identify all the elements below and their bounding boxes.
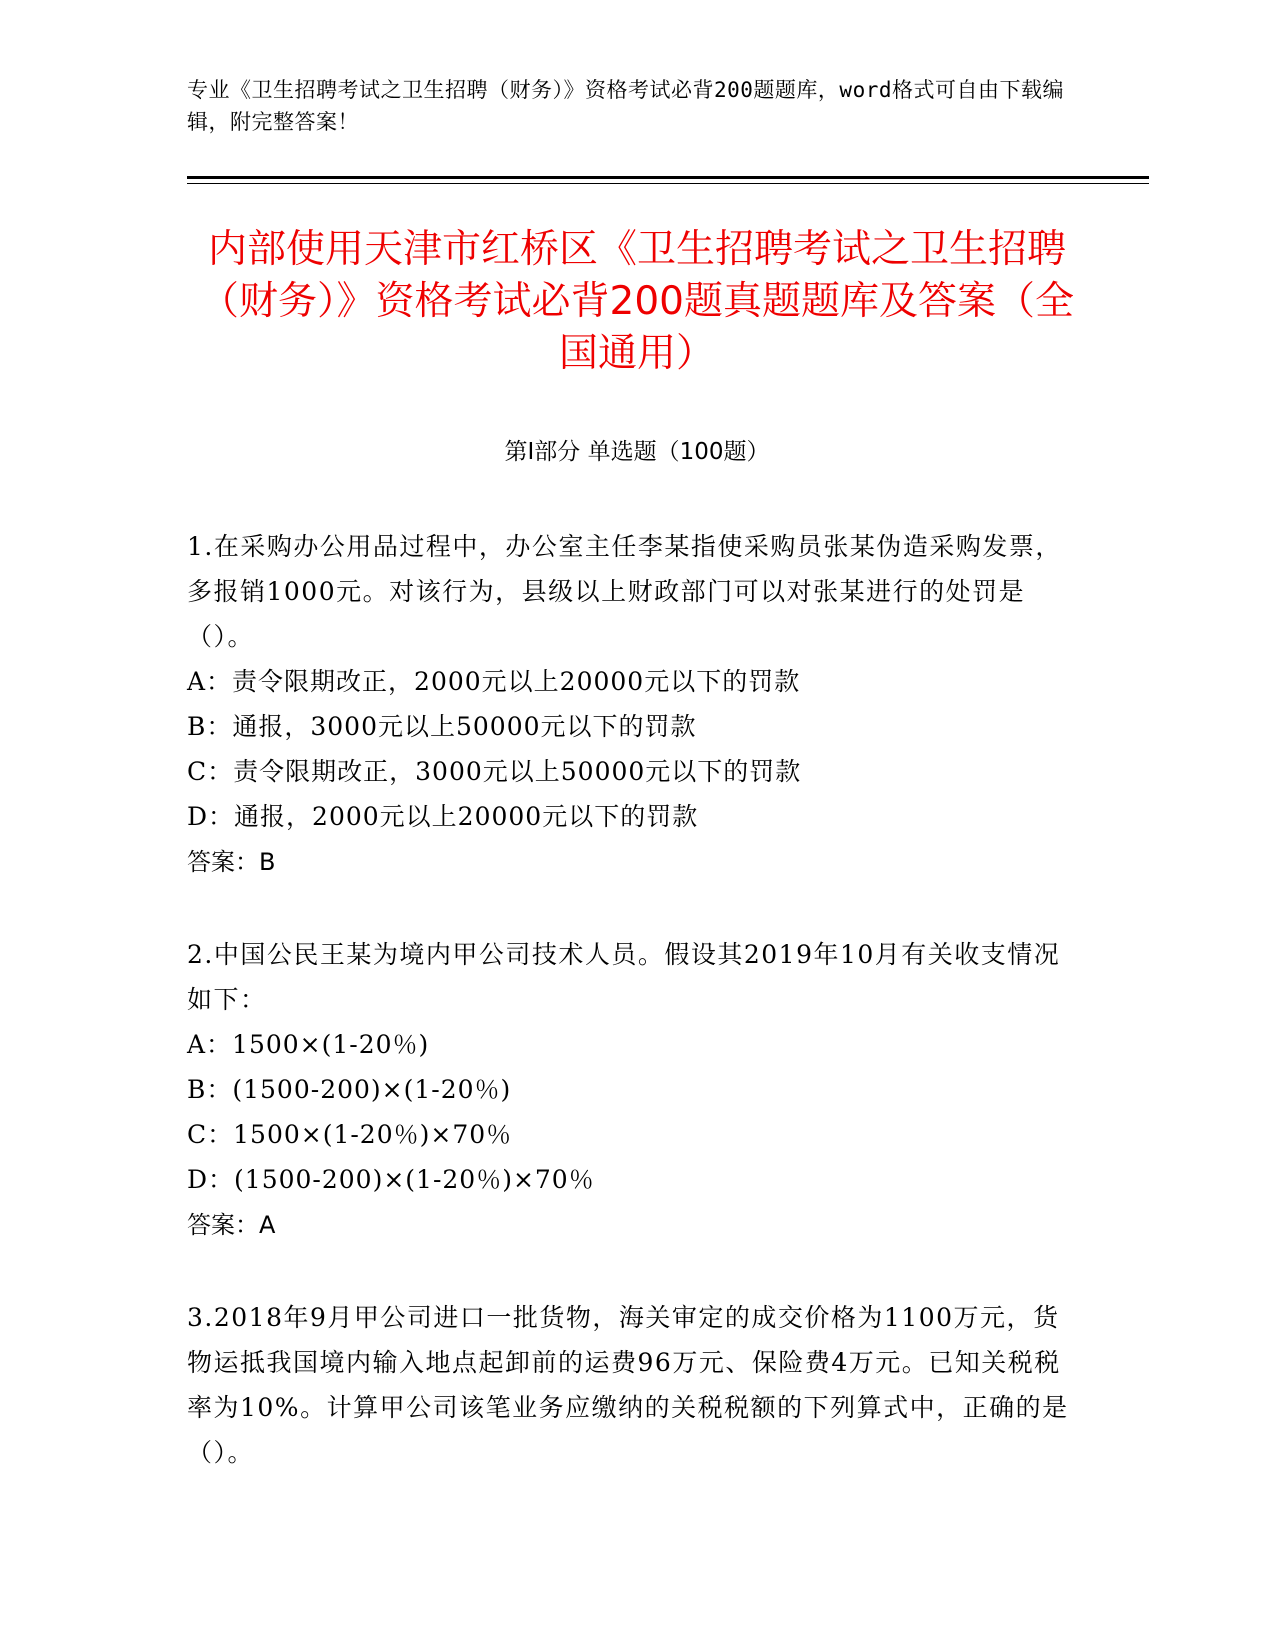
option-d: D：通报，2000元以上20000元以下的罚款 bbox=[187, 802, 699, 831]
question-stem: 2.中国公民王某为境内甲公司技术人员。假设其2019年10月有关收支情况如下： bbox=[187, 940, 1061, 1014]
document-title: 内部使用天津市红桥区《卫生招聘考试之卫生招聘（财务）》资格考试必背200题真题题库及答案（全国通用） bbox=[200, 227, 1074, 376]
header-note: 专业《卫生招聘考试之卫生招聘（财务）》资格考试必背200题题库，word格式可自由下载编辑，附完整答案！ bbox=[187, 78, 1064, 134]
question-stem: 1.在采购办公用品过程中，办公室主任李某指使采购员张某伪造采购发票，多报销1000元。对该行为，县级以上财政部门可以对张某进行的处罚是（）。 bbox=[187, 532, 1062, 651]
option-a: A：责令限期改正，2000元以上20000元以下的罚款 bbox=[187, 667, 801, 696]
header-divider-thin bbox=[187, 183, 1149, 184]
answer: 答案：A bbox=[187, 1211, 276, 1239]
option-c: C：责令限期改正，3000元以上50000元以下的罚款 bbox=[187, 757, 802, 786]
header-divider-thick bbox=[187, 176, 1149, 179]
option-a: A：1500×(1-20％) bbox=[187, 1030, 430, 1059]
option-b: B：通报，3000元以上50000元以下的罚款 bbox=[187, 712, 697, 741]
option-c: C：1500×(1-20％)×70％ bbox=[187, 1120, 513, 1149]
question-stem: 3.2018年9月甲公司进口一批货物，海关审定的成交价格为1100万元，货物运抵我国境内输入地点起卸前的运费96万元、保险费4万元。已知关税税率为10%。计算甲公司该笔业务应缴纳的关税税额的下列算式中，正确的是（）。 bbox=[187, 1303, 1069, 1467]
question-1 bbox=[187, 524, 1077, 885]
option-b: B：(1500-200)×(1-20％) bbox=[187, 1075, 512, 1104]
section-title: 第Ⅰ部分 单选题（100题） bbox=[504, 439, 770, 465]
question-2 bbox=[187, 932, 1077, 1248]
question-3 bbox=[187, 1295, 1077, 1475]
option-d: D：(1500-200)×(1-20％)×70％ bbox=[187, 1165, 595, 1194]
answer: 答案：B bbox=[187, 848, 276, 876]
